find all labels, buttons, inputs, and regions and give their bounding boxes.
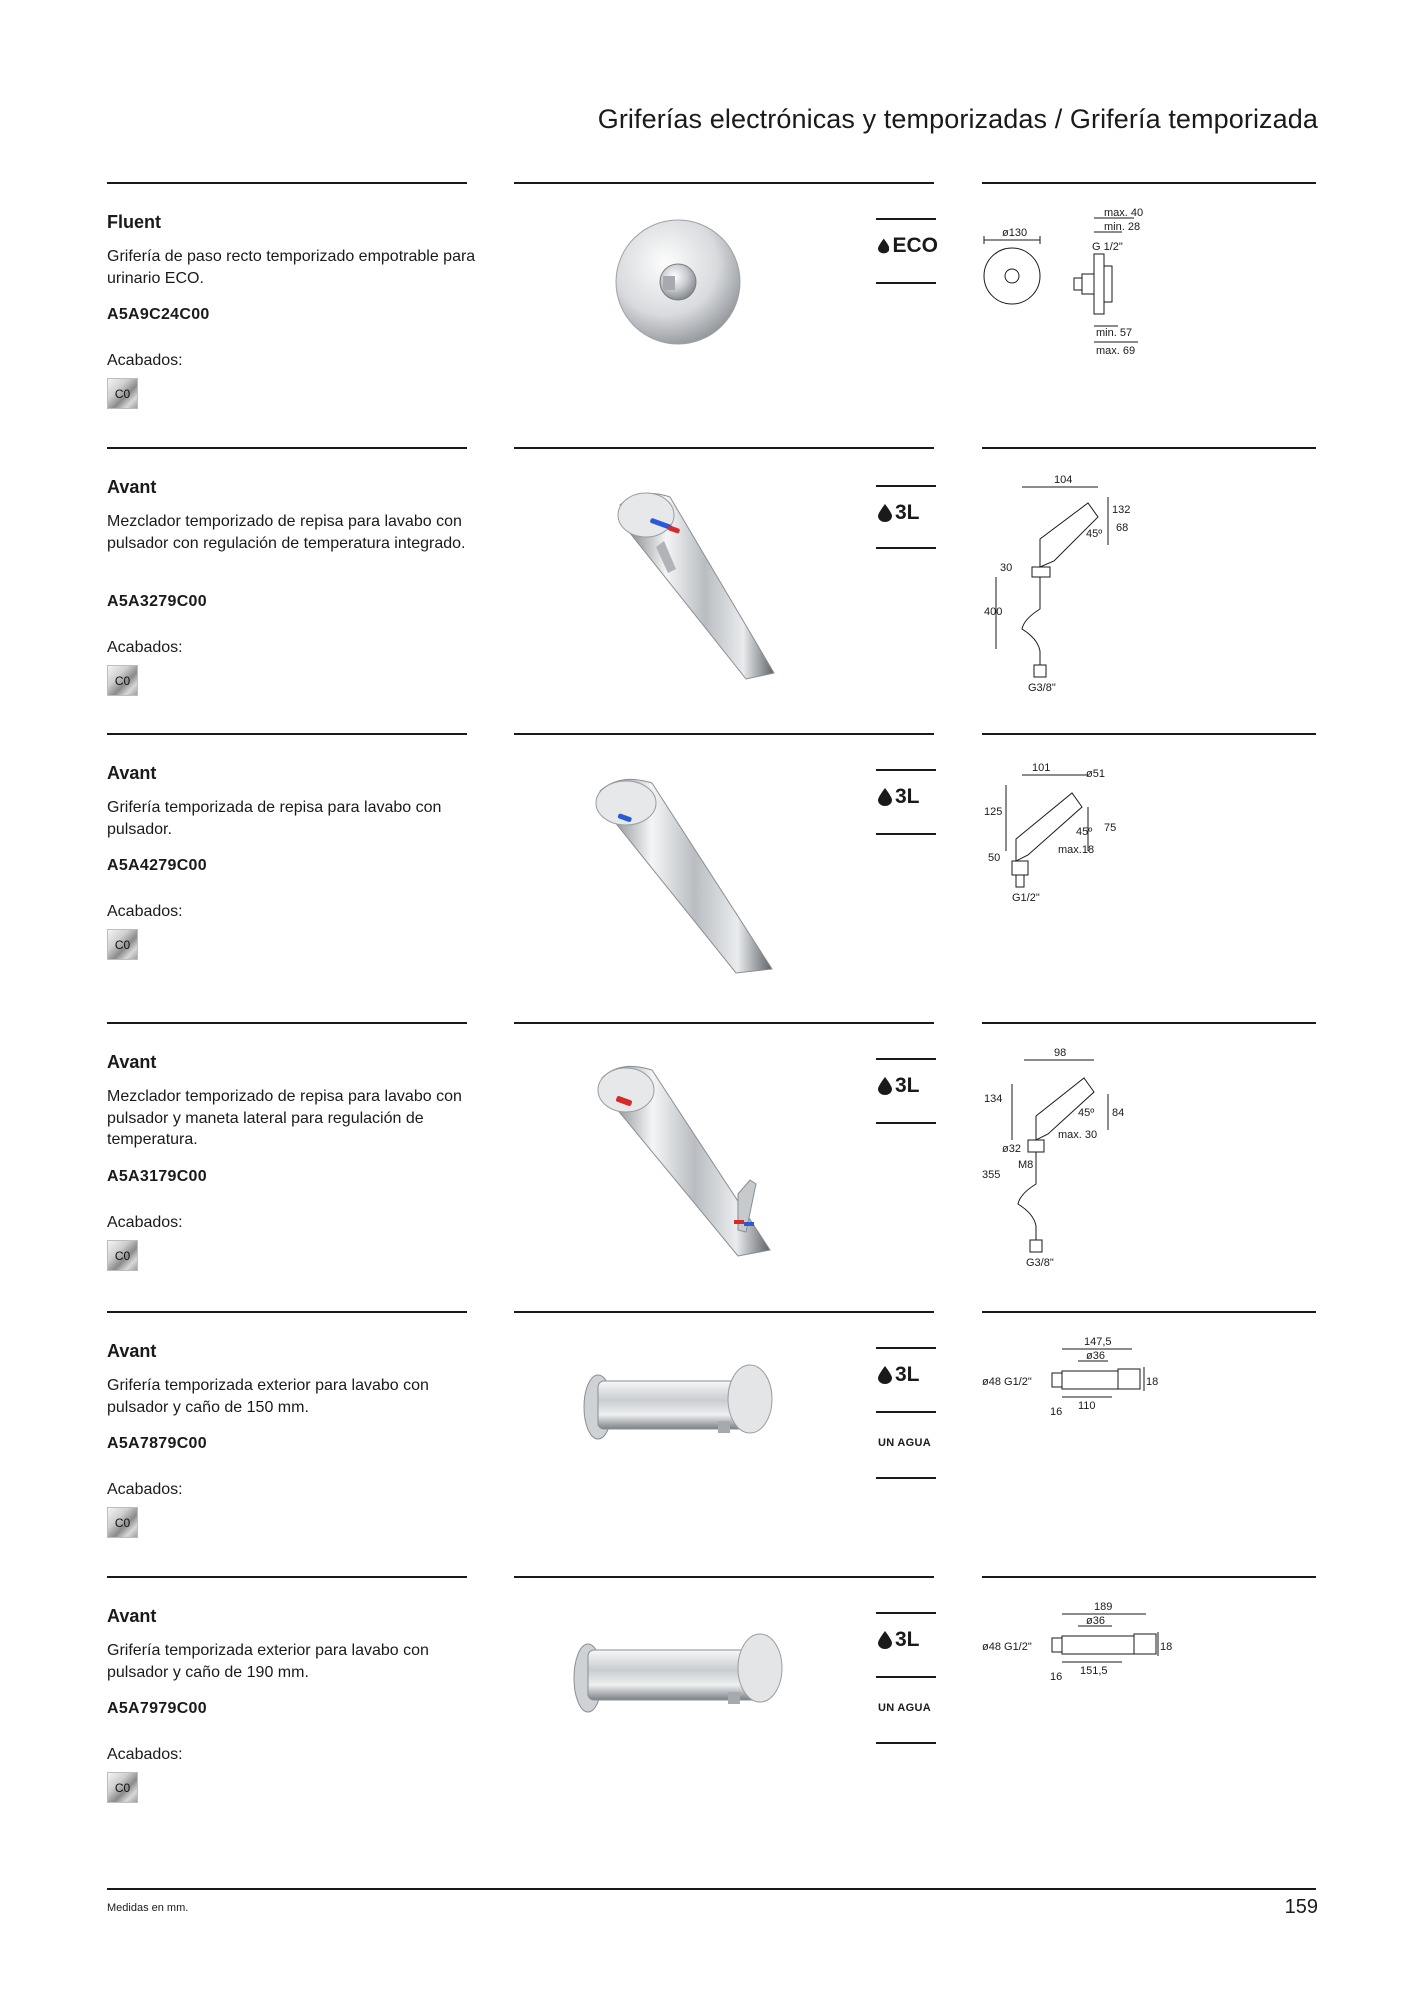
dimension-label: 189 (1094, 1601, 1113, 1613)
finish-swatch-chrome: C0 (107, 1772, 138, 1803)
dimension-label: 134 (984, 1093, 1003, 1105)
product-description: Grifería de paso recto temporizado empotrable para urinario ECO. (107, 248, 476, 287)
product-photo (560, 1044, 810, 1274)
page-number: 159 (1284, 1896, 1318, 1918)
badge-divider (876, 1347, 936, 1349)
product-name: Avant (107, 1341, 157, 1361)
divider (982, 733, 1316, 735)
dimension-label: ø130 (1002, 227, 1028, 239)
dimension-label: min. 57 (1096, 327, 1133, 339)
product-photo (560, 204, 810, 434)
finish-swatch-chrome: C0 (107, 929, 138, 960)
dimension-label: 18 (1160, 1641, 1173, 1653)
dimension-label: 75 (1104, 822, 1117, 834)
water-badge-label: 3L (895, 501, 920, 524)
divider (107, 447, 467, 449)
water-badge-label: 3L (895, 1074, 920, 1097)
dimension-label: 16 (1050, 1671, 1063, 1683)
dimension-label: 104 (1054, 474, 1073, 486)
dimension-label: ø32 (1002, 1143, 1021, 1155)
single-water-label: UN AGUA (878, 1437, 932, 1449)
divider (982, 1576, 1316, 1578)
water-badge (878, 501, 938, 525)
divider (982, 447, 1316, 449)
dimension-label: max. 69 (1096, 345, 1136, 357)
footer-divider (107, 1888, 1316, 1890)
finish-swatch-chrome: C0 (107, 1507, 138, 1538)
divider (982, 182, 1316, 184)
finish-swatch-chrome: C0 (107, 1240, 138, 1271)
dimension-label: 30 (1000, 562, 1013, 574)
water-badge (878, 785, 938, 809)
badge-divider (876, 833, 936, 835)
product-name: Avant (107, 763, 157, 783)
divider (514, 733, 934, 735)
badge-divider (876, 218, 936, 220)
finish-label: Acabados: (107, 352, 183, 369)
divider (982, 1311, 1316, 1313)
water-badge (878, 1628, 938, 1652)
dimension-label: G1/2" (1012, 892, 1040, 904)
product-name: Fluent (107, 212, 161, 232)
finish-label: Acabados: (107, 639, 183, 656)
dimension-label: ø51 (1086, 768, 1105, 780)
product-name: Avant (107, 1606, 157, 1626)
finish-label: Acabados: (107, 1746, 183, 1763)
badge-divider (876, 282, 936, 284)
water-drop-icon (878, 1631, 892, 1649)
product-photo (560, 1333, 810, 1563)
dimension-label: G 1/2" (1092, 241, 1123, 253)
single-water-label: UN AGUA (878, 1702, 932, 1714)
badge-divider (876, 547, 936, 549)
page-title: Griferías electrónicas y temporizadas / Grifería temporizada (597, 104, 1318, 134)
dimension-label: 45º (1078, 1107, 1095, 1119)
divider (514, 1311, 934, 1313)
divider (514, 1022, 934, 1024)
dimension-label: 110 (1078, 1400, 1096, 1412)
water-badge (878, 234, 938, 258)
water-badge-label: ECO (892, 234, 938, 257)
water-badge-label: 3L (895, 785, 920, 808)
badge-divider (876, 1612, 936, 1614)
dimension-label: 132 (1112, 504, 1131, 516)
dimension-label: 101 (1032, 762, 1051, 774)
water-drop-icon (878, 788, 892, 806)
product-code: A5A9C24C00 (107, 306, 210, 323)
product-name: Avant (107, 477, 157, 497)
dimension-label: max. 40 (1104, 207, 1144, 219)
dimension-label: ø48 G1/2" (982, 1376, 1032, 1388)
water-drop-icon (878, 504, 892, 522)
finish-swatch-chrome: C0 (107, 378, 138, 409)
dimension-label: ø36 (1086, 1615, 1105, 1627)
dimension-label: ø48 G1/2" (982, 1641, 1032, 1653)
product-photo (560, 755, 810, 985)
dimension-label: 151,5 (1080, 1665, 1108, 1677)
dimension-label: 45º (1076, 826, 1093, 838)
dimension-label: 50 (988, 852, 1001, 864)
water-drop-icon (878, 1366, 892, 1384)
product-code: A5A7979C00 (107, 1700, 207, 1717)
product-photo (560, 469, 810, 699)
divider (107, 1311, 467, 1313)
divider (514, 1576, 934, 1578)
divider (514, 182, 934, 184)
dimension-label: min. 28 (1104, 221, 1141, 233)
finish-swatch-chrome: C0 (107, 665, 138, 696)
product-name: Avant (107, 1052, 157, 1072)
dimension-label: max. 30 (1058, 1129, 1098, 1141)
dimension-label: G3/8" (1028, 682, 1056, 694)
dimension-label: 16 (1050, 1406, 1063, 1418)
dimension-label: ø36 (1086, 1350, 1105, 1362)
finish-label: Acabados: (107, 1481, 183, 1498)
badge-divider (876, 1122, 936, 1124)
dimension-label: 45º (1086, 528, 1103, 540)
badge-divider (876, 1676, 936, 1678)
finish-label: Acabados: (107, 903, 183, 920)
dimension-label: 18 (1146, 1376, 1159, 1388)
product-description: Grifería temporizada exterior para lavabo con pulsador y caño de 190 mm. (107, 1642, 429, 1681)
divider (514, 447, 934, 449)
dimension-label: 68 (1116, 522, 1129, 534)
technical-drawing (982, 469, 1182, 699)
dimension-label: G3/8" (1026, 1257, 1054, 1269)
badge-divider (876, 769, 936, 771)
divider (107, 1576, 467, 1578)
product-code: A5A4279C00 (107, 857, 207, 874)
divider (107, 182, 467, 184)
badge-divider (876, 1411, 936, 1413)
dimension-label: 84 (1112, 1107, 1125, 1119)
product-code: A5A3279C00 (107, 593, 207, 610)
product-photo (560, 1598, 810, 1828)
water-drop-icon (878, 1077, 892, 1095)
divider (107, 1022, 467, 1024)
badge-divider (876, 485, 936, 487)
badge-divider (876, 1742, 936, 1744)
dimension-label: 355 (982, 1169, 1001, 1181)
dimension-label: 125 (984, 806, 1003, 818)
divider (982, 1022, 1316, 1024)
divider (107, 733, 467, 735)
dimension-label: 400 (984, 606, 1003, 618)
dimension-label: 147,5 (1084, 1336, 1112, 1348)
technical-drawing (982, 1598, 1182, 1828)
product-description: Grifería temporizada exterior para lavabo con pulsador y caño de 150 mm. (107, 1377, 429, 1416)
water-badge-label: 3L (895, 1628, 920, 1651)
product-code: A5A7879C00 (107, 1435, 207, 1452)
dimension-label: max.18 (1058, 844, 1095, 856)
product-description: Mezclador temporizado de repisa para lavabo con pulsador con regulación de temperatura integrado. (107, 513, 466, 552)
water-drop-icon (878, 237, 889, 255)
technical-drawing (982, 1044, 1182, 1274)
water-badge (878, 1363, 938, 1387)
product-code: A5A3179C00 (107, 1168, 207, 1185)
technical-drawing (982, 755, 1182, 985)
technical-drawing (982, 204, 1182, 434)
dimension-label: 98 (1054, 1047, 1067, 1059)
water-badge-label: 3L (895, 1363, 920, 1386)
technical-drawing (982, 1333, 1182, 1563)
dimension-label: M8 (1018, 1159, 1034, 1171)
product-description: Mezclador temporizado de repisa para lavabo con pulsador y maneta lateral para regulación de temperatura. (107, 1088, 462, 1148)
badge-divider (876, 1058, 936, 1060)
badge-divider (876, 1477, 936, 1479)
finish-label: Acabados: (107, 1214, 183, 1231)
product-description: Grifería temporizada de repisa para lavabo con pulsador. (107, 799, 442, 838)
water-badge (878, 1074, 938, 1098)
footer-note: Medidas en mm. (107, 1902, 189, 1914)
